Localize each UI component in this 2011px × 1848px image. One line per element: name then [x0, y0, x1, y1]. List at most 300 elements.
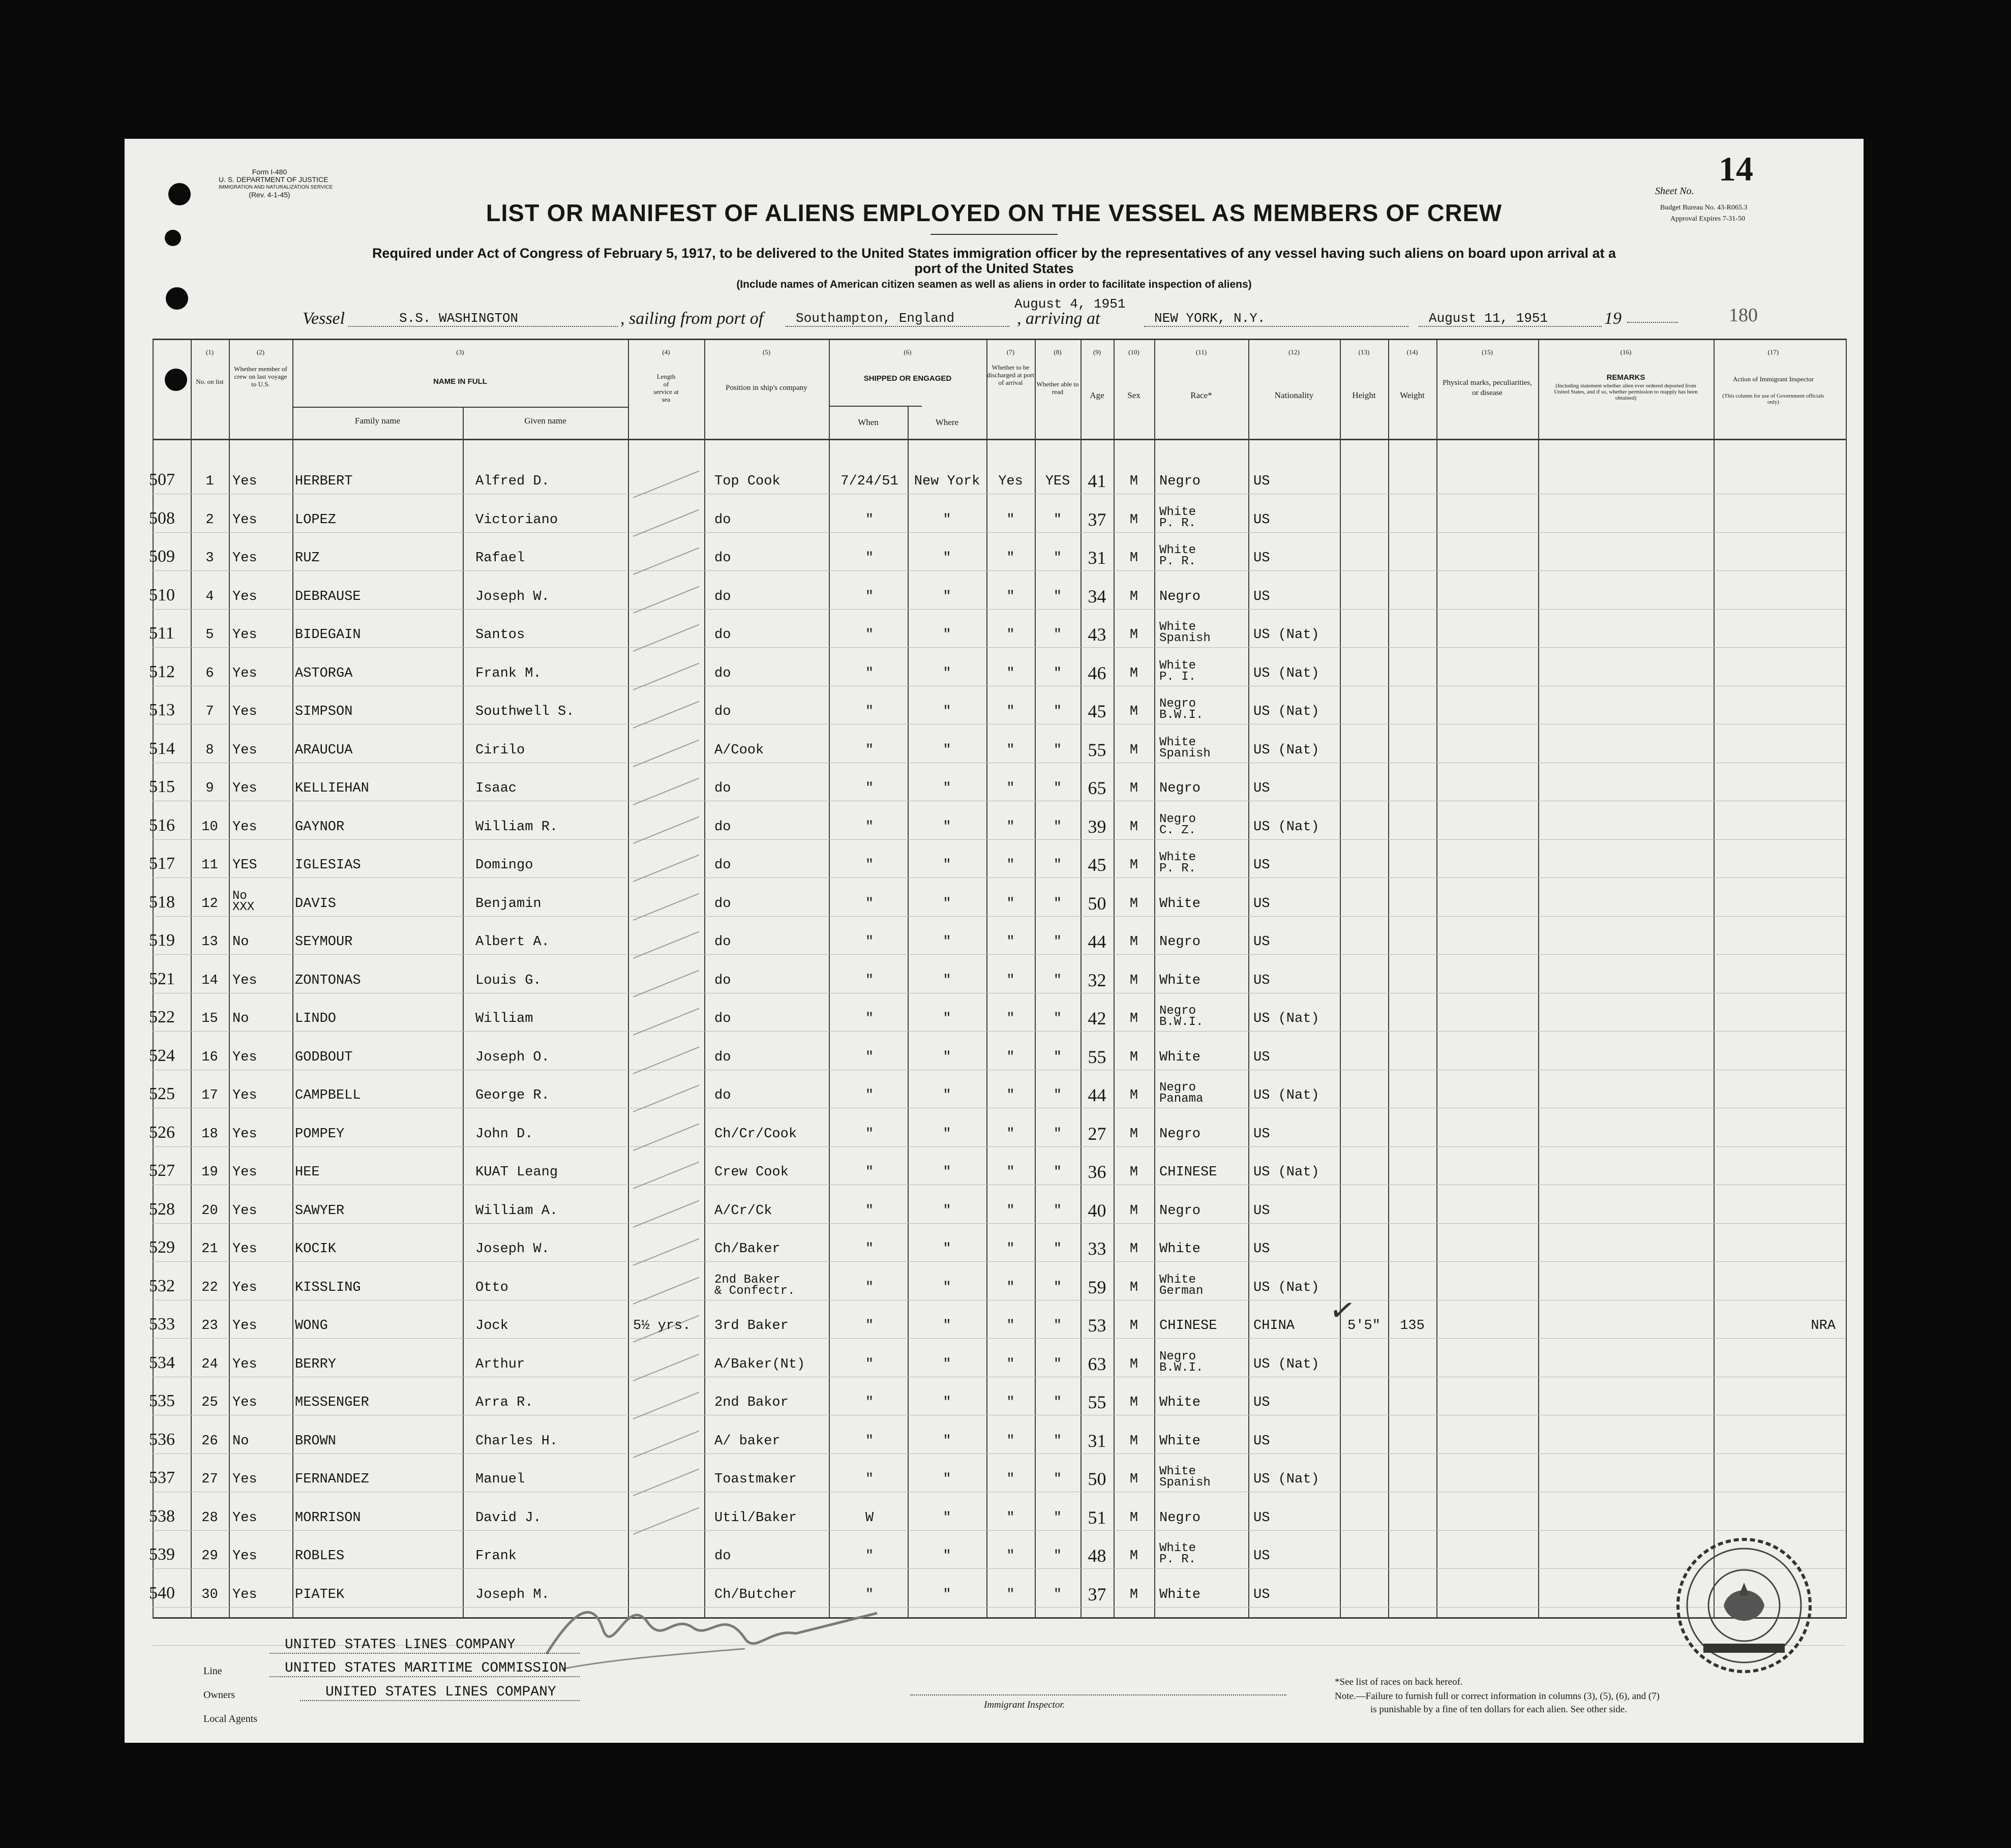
position: do	[714, 1549, 731, 1564]
family-name: ROBLES	[295, 1549, 345, 1564]
family-name: SIMPSON	[295, 704, 353, 719]
nationality: US	[1253, 781, 1270, 796]
crew-last-voyage: Yes	[232, 589, 257, 604]
given-name: Domingo	[475, 858, 533, 873]
sex: M	[1129, 1395, 1138, 1410]
shipped-where: "	[943, 589, 951, 604]
able-to-read: YES	[1045, 474, 1070, 489]
sex: M	[1129, 1472, 1138, 1487]
column-divider	[463, 407, 464, 1619]
fine-note-2: is punishable by a fine of ten dollars for each alien. See other side.	[1370, 1704, 1627, 1715]
column-divider	[292, 339, 293, 1619]
race: White	[1159, 896, 1201, 912]
position: Util/Baker	[714, 1510, 797, 1526]
shipped-where: "	[943, 1318, 951, 1334]
nationality: US (Nat)	[1253, 665, 1319, 681]
margin-number: 526	[149, 1123, 175, 1142]
shipped-when: "	[865, 1549, 874, 1564]
shipped-where: "	[943, 1126, 951, 1142]
sailing-label: , sailing from port of	[620, 309, 764, 328]
margin-number: 535	[149, 1391, 175, 1410]
given-name: Alfred D.	[475, 474, 550, 489]
list-number: 18	[201, 1126, 218, 1142]
year-underline	[1627, 322, 1678, 323]
list-number: 13	[201, 934, 218, 950]
row-rule	[153, 1338, 1846, 1339]
column-divider	[1846, 339, 1847, 1619]
discharged: "	[1006, 1126, 1015, 1142]
discharged: "	[1006, 1241, 1015, 1257]
able-to-read: "	[1053, 1126, 1062, 1142]
line-value: UNITED STATES LINES COMPANY	[269, 1637, 580, 1654]
nationality: US (Nat)	[1253, 627, 1319, 643]
nationality: US	[1253, 1587, 1270, 1602]
sex: M	[1129, 512, 1138, 528]
position: 2nd Baker & Confectr.	[714, 1273, 795, 1298]
age: 40	[1088, 1200, 1106, 1221]
shipped-when: "	[865, 704, 874, 719]
nationality: US (Nat)	[1253, 1011, 1319, 1026]
sex: M	[1129, 1049, 1138, 1065]
given-name: William R.	[475, 819, 558, 835]
sex: M	[1129, 665, 1138, 681]
given-name: KUAT Leang	[475, 1165, 558, 1180]
col4-num: (4)	[662, 348, 670, 356]
nationality: US	[1253, 1126, 1270, 1142]
list-number: 11	[201, 858, 218, 873]
list-number: 24	[201, 1356, 218, 1372]
shipped-when: 7/24/51	[841, 474, 898, 489]
list-number: 30	[201, 1587, 218, 1602]
position: do	[714, 665, 731, 681]
shipped-when: "	[865, 1088, 874, 1103]
race: CHINESE	[1159, 1165, 1217, 1180]
row-rule	[153, 532, 1846, 533]
sex: M	[1129, 1549, 1138, 1564]
able-to-read: "	[1053, 1280, 1062, 1295]
row-rule	[153, 609, 1846, 610]
discharged: "	[1006, 1587, 1015, 1602]
shipped-when: "	[865, 973, 874, 988]
family-name: BROWN	[295, 1433, 337, 1449]
shipped-when: "	[865, 1433, 874, 1449]
list-number: 21	[201, 1241, 218, 1257]
age: 53	[1088, 1315, 1106, 1336]
able-to-read: "	[1053, 1241, 1062, 1257]
discharged: "	[1006, 819, 1015, 835]
sex: M	[1129, 1203, 1138, 1219]
age: 50	[1088, 893, 1106, 914]
discharged: "	[1006, 589, 1015, 604]
position: do	[714, 973, 731, 988]
family-name: IGLESIAS	[295, 858, 361, 873]
col7-num: (7)	[1006, 348, 1015, 356]
sex: M	[1129, 742, 1138, 758]
age: 46	[1088, 662, 1106, 683]
sex: M	[1129, 1587, 1138, 1602]
col8-header: Whether able to read	[1036, 380, 1079, 396]
crew-last-voyage: Yes	[232, 1356, 257, 1372]
col14-header: Weight	[1400, 390, 1425, 400]
shipped-where: "	[943, 1165, 951, 1180]
able-to-read: "	[1053, 934, 1062, 950]
family-name: ASTORGA	[295, 665, 353, 681]
row-rule	[153, 839, 1846, 840]
margin-number: 525	[149, 1084, 175, 1103]
col9-header: Age	[1090, 390, 1104, 400]
title-underline	[931, 234, 1058, 235]
margin-number: 507	[149, 470, 175, 489]
sailing-date: August 4, 1951	[1014, 296, 1126, 312]
given-name: Joseph W.	[475, 1241, 550, 1257]
crew-last-voyage: Yes	[232, 973, 257, 988]
able-to-read: "	[1053, 1395, 1062, 1410]
position: do	[714, 589, 731, 604]
nationality: US	[1253, 1049, 1270, 1065]
position: Crew Cook	[714, 1165, 789, 1180]
race: White P. R.	[1159, 505, 1196, 530]
year-label: 19	[1604, 309, 1622, 328]
sex: M	[1129, 627, 1138, 643]
punch-hole	[165, 230, 181, 246]
length-of-service: 5½ yrs.	[633, 1318, 691, 1334]
race: Negro B.W.I.	[1159, 697, 1204, 722]
nationality: US	[1253, 551, 1270, 566]
shipped-where: "	[943, 1203, 951, 1219]
sex: M	[1129, 1280, 1138, 1295]
race: White German	[1159, 1273, 1204, 1298]
family-name: HEE	[295, 1165, 320, 1180]
margin-number: 527	[149, 1161, 175, 1180]
crew-last-voyage: Yes	[232, 1395, 257, 1410]
family-name: HERBERT	[295, 474, 353, 489]
list-number: 12	[201, 896, 218, 912]
margin-number: 512	[149, 662, 175, 681]
shipped-when: "	[865, 1356, 874, 1372]
nationality: US	[1253, 1510, 1270, 1526]
race: White P. R.	[1159, 543, 1196, 568]
position: do	[714, 1049, 731, 1065]
col1-header: No. on list	[196, 378, 224, 385]
agents-label: Local Agents	[203, 1713, 258, 1724]
row-rule	[153, 1261, 1846, 1262]
list-number: 25	[201, 1395, 218, 1410]
crew-last-voyage: No	[232, 1011, 249, 1026]
given-name: Manuel	[475, 1472, 525, 1487]
position: Toastmaker	[714, 1472, 797, 1487]
age: 48	[1088, 1546, 1106, 1566]
position: 2nd Bakor	[714, 1395, 789, 1410]
given-name: Frank	[475, 1549, 517, 1564]
row-rule	[153, 1607, 1846, 1608]
shipped-where: "	[943, 1280, 951, 1295]
shipped-where: "	[943, 819, 951, 835]
position: A/ baker	[714, 1433, 781, 1449]
family-name: ARAUCUA	[295, 742, 353, 758]
sex: M	[1129, 1011, 1138, 1026]
family-name: KISSLING	[295, 1280, 361, 1295]
age: 41	[1088, 471, 1106, 491]
margin-number: 524	[149, 1046, 175, 1065]
list-number: 26	[201, 1433, 218, 1449]
sex: M	[1129, 551, 1138, 566]
col15-header: Physical marks, peculiarities, or disease	[1443, 379, 1532, 397]
able-to-read: "	[1053, 589, 1062, 604]
list-number: 23	[201, 1318, 218, 1334]
margin-number: 534	[149, 1353, 175, 1372]
position: Top Cook	[714, 474, 781, 489]
sex: M	[1129, 1126, 1138, 1142]
able-to-read: "	[1053, 819, 1062, 835]
race: White Spanish	[1159, 735, 1211, 761]
shipped-where: "	[943, 858, 951, 873]
crew-last-voyage: Yes	[232, 1587, 257, 1602]
discharged: "	[1006, 1088, 1015, 1103]
approval-expires: Approval Expires 7-31-50	[1670, 215, 1745, 223]
sex: M	[1129, 858, 1138, 873]
crew-last-voyage: Yes	[232, 1203, 257, 1219]
discharged: "	[1006, 1203, 1015, 1219]
age: 55	[1088, 739, 1106, 760]
able-to-read: "	[1053, 1433, 1062, 1449]
race: White P. I.	[1159, 658, 1196, 684]
position: do	[714, 934, 731, 950]
discharged: "	[1006, 704, 1015, 719]
race: White	[1159, 1587, 1201, 1602]
shipped-where: "	[943, 1395, 951, 1410]
sex: M	[1129, 973, 1138, 988]
list-number: 5	[205, 627, 214, 643]
race: Negro	[1159, 589, 1201, 604]
given-name: William	[475, 1011, 533, 1026]
family-name: KELLIEHAN	[295, 781, 369, 796]
list-number: 4	[205, 589, 214, 604]
position: do	[714, 1088, 731, 1103]
crew-last-voyage: Yes	[232, 1088, 257, 1103]
nationality: US (Nat)	[1253, 704, 1319, 719]
col16-header: REMARKS	[1606, 373, 1645, 382]
budget-number: Budget Bureau No. 43-R065.3	[1660, 204, 1748, 211]
given-name: Albert A.	[475, 934, 550, 950]
family-name: POMPEY	[295, 1126, 345, 1142]
discharged: "	[1006, 934, 1015, 950]
crew-last-voyage: No	[232, 934, 249, 950]
shipped-where: "	[943, 627, 951, 643]
shipped-when: "	[865, 1472, 874, 1487]
subtitle-line-1: Required under Act of Congress of February 5, 1917, to be delivered to the United States immigration officer by the representatives of any vessel having such aliens on board upon arrival at a	[372, 246, 1616, 261]
list-number: 3	[205, 551, 214, 566]
shipped-where: "	[943, 1510, 951, 1526]
discharged: "	[1006, 858, 1015, 873]
shipped-when: "	[865, 1011, 874, 1026]
nationality: US	[1253, 1549, 1270, 1564]
column-divider	[829, 339, 830, 1619]
row-rule	[153, 916, 1846, 917]
row-rule	[153, 1453, 1846, 1454]
margin-number: 540	[149, 1583, 175, 1602]
position: do	[714, 781, 731, 796]
col11-num: (11)	[1195, 348, 1207, 356]
col5-header: Position in ship's company	[726, 384, 807, 392]
sex: M	[1129, 1356, 1138, 1372]
sex: M	[1129, 474, 1138, 489]
sex: M	[1129, 1241, 1138, 1257]
sailing-port: Southampton, England	[786, 311, 1009, 327]
nationality: CHINA	[1253, 1318, 1295, 1334]
sex: M	[1129, 781, 1138, 796]
corner-number: 180	[1729, 305, 1758, 326]
able-to-read: "	[1053, 1472, 1062, 1487]
age: 45	[1088, 855, 1106, 875]
crew-last-voyage: Yes	[232, 1049, 257, 1065]
able-to-read: "	[1053, 973, 1062, 988]
position: A/Cr/Ck	[714, 1203, 772, 1219]
shipped-where: "	[943, 1356, 951, 1372]
family-name: WONG	[295, 1318, 328, 1334]
able-to-read: "	[1053, 512, 1062, 528]
discharged: Yes	[998, 474, 1023, 489]
col13-num: (13)	[1358, 348, 1370, 356]
race: White Spanish	[1159, 1465, 1211, 1490]
list-number: 10	[201, 819, 218, 835]
form-id: Form I-480	[252, 168, 287, 176]
crew-last-voyage: Yes	[232, 1472, 257, 1487]
col8-num: (8)	[1054, 348, 1062, 356]
line-label: Line	[203, 1665, 222, 1677]
shipped-where: "	[943, 1011, 951, 1026]
race: White	[1159, 973, 1201, 988]
race: Negro	[1159, 1510, 1201, 1526]
row-rule	[153, 954, 1846, 955]
discharged: "	[1006, 1356, 1015, 1372]
list-number: 7	[205, 704, 214, 719]
position: do	[714, 512, 731, 528]
col12-num: (12)	[1288, 348, 1300, 356]
col16-note: (Including statement whether alien ever ordered deported from United States, and if so, whether permission to reapply has been obtained)	[1554, 383, 1698, 401]
able-to-read: "	[1053, 551, 1062, 566]
row-rule	[153, 647, 1846, 648]
race: White	[1159, 1433, 1201, 1449]
sex: M	[1129, 1433, 1138, 1449]
given-name: Joseph M.	[475, 1587, 550, 1602]
family-name: MORRISON	[295, 1510, 361, 1526]
sex: M	[1129, 589, 1138, 604]
able-to-read: "	[1053, 781, 1062, 796]
discharged: "	[1006, 1165, 1015, 1180]
col14-num: (14)	[1406, 348, 1418, 356]
position: A/Baker(Nt)	[714, 1356, 805, 1372]
able-to-read: "	[1053, 1165, 1062, 1180]
discharged: "	[1006, 627, 1015, 643]
age: 50	[1088, 1469, 1106, 1489]
margin-number: 533	[149, 1315, 175, 1334]
crew-last-voyage: Yes	[232, 781, 257, 796]
crew-last-voyage: Yes	[232, 627, 257, 643]
family-name: LOPEZ	[295, 512, 337, 528]
col15-num: (15)	[1482, 348, 1493, 356]
age: 55	[1088, 1392, 1106, 1412]
nationality: US	[1253, 896, 1270, 912]
nationality: US (Nat)	[1253, 1356, 1319, 1372]
discharged: "	[1006, 1549, 1015, 1564]
form-rev: (Rev. 4-1-45)	[249, 191, 290, 199]
given-name: Southwell S.	[475, 704, 575, 719]
column-divider	[1538, 339, 1539, 1619]
crew-last-voyage: Yes	[232, 1318, 257, 1334]
manifest-sheet	[125, 139, 1864, 1743]
discharged: "	[1006, 973, 1015, 988]
form-dept: U. S. DEPARTMENT OF JUSTICE	[219, 175, 328, 184]
given-name: Arra R.	[475, 1395, 533, 1410]
nationality: US (Nat)	[1253, 1280, 1319, 1295]
sex: M	[1129, 934, 1138, 950]
given-name: Charles H.	[475, 1433, 558, 1449]
height: 5'5"	[1347, 1318, 1380, 1334]
age: 32	[1088, 970, 1106, 990]
table-bottom-border	[153, 1617, 1846, 1619]
discharged: "	[1006, 1472, 1015, 1487]
margin-number: 536	[149, 1430, 175, 1449]
shipped-when: "	[865, 858, 874, 873]
nationality: US (Nat)	[1253, 1165, 1319, 1180]
race: White P. R.	[1159, 851, 1196, 875]
margin-number: 509	[149, 547, 175, 566]
shipped-when: "	[865, 742, 874, 758]
discharged: "	[1006, 1433, 1015, 1449]
able-to-read: "	[1053, 1510, 1062, 1526]
crew-last-voyage: Yes	[232, 1126, 257, 1142]
age: 39	[1088, 816, 1106, 837]
able-to-read: "	[1053, 1203, 1062, 1219]
discharged: "	[1006, 742, 1015, 758]
crew-last-voyage: Yes	[232, 742, 257, 758]
nationality: US	[1253, 474, 1270, 489]
race: Negro B.W.I.	[1159, 1004, 1204, 1029]
shipped-when: "	[865, 589, 874, 604]
shipped-where: "	[943, 1472, 951, 1487]
crew-last-voyage: No XXX	[232, 889, 255, 914]
family-name: SEYMOUR	[295, 934, 353, 950]
shipped-where: "	[943, 742, 951, 758]
weight: 135	[1400, 1318, 1425, 1334]
race: Negro B.W.I.	[1159, 1349, 1204, 1375]
col1-num: (1)	[205, 348, 214, 356]
list-number: 2	[205, 512, 214, 528]
row-rule	[153, 1031, 1846, 1032]
given-name: Benjamin	[475, 896, 542, 912]
shipped-when: "	[865, 819, 874, 835]
nationality: US (Nat)	[1253, 819, 1319, 835]
age: 34	[1088, 586, 1106, 607]
col4-header: Length of service at sea	[653, 373, 679, 403]
family-name: ZONTONAS	[295, 973, 361, 988]
age: 43	[1088, 624, 1106, 645]
shipped-when: "	[865, 512, 874, 528]
crew-last-voyage: Yes	[232, 474, 257, 489]
row-rule	[153, 1146, 1846, 1147]
nationality: US	[1253, 1203, 1270, 1219]
given-name: Victoriano	[475, 512, 558, 528]
able-to-read: "	[1053, 1587, 1062, 1602]
col2-num: (2)	[256, 348, 265, 356]
position: Ch/Butcher	[714, 1587, 797, 1602]
sex: M	[1129, 1318, 1138, 1334]
family-name: DEBRAUSE	[295, 589, 361, 604]
given-name: Santos	[475, 627, 525, 643]
given-name: Cirilo	[475, 742, 525, 758]
shipped-when: "	[865, 627, 874, 643]
arriving-label: , arriving at	[1017, 309, 1100, 328]
